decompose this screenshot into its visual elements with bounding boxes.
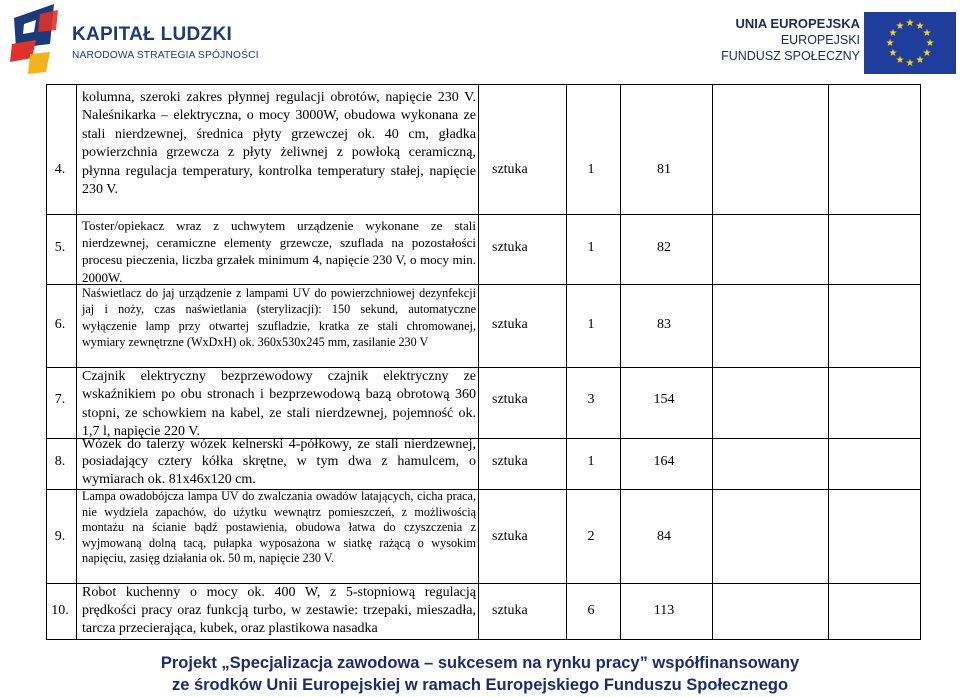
table-divider — [76, 84, 77, 640]
row-number: 5. — [54, 240, 66, 255]
unit-cell: sztuka — [492, 454, 528, 469]
table-divider — [478, 84, 479, 640]
eu-line-2: EUROPEJSKI — [780, 33, 860, 47]
quantity-cell: 3 — [587, 392, 595, 407]
position-cell: 113 — [653, 603, 675, 618]
position-cell: 84 — [657, 529, 671, 544]
position-cell: 83 — [657, 317, 671, 332]
table-divider — [712, 84, 713, 640]
row-number: 6. — [54, 317, 66, 332]
eu-line-3: FUNDUSZ SPOŁECZNY — [721, 49, 860, 63]
svg-text:★: ★ — [915, 21, 925, 32]
quantity-cell: 1 — [587, 317, 595, 332]
quantity-cell: 6 — [587, 603, 595, 618]
position-cell: 164 — [653, 454, 675, 469]
table-divider — [620, 84, 621, 640]
svg-text:★: ★ — [922, 48, 932, 59]
row-number: 8. — [54, 454, 66, 469]
footer-line-2: ze środków Unii Europejskiej w ramach Europejskiego Funduszu Społecznego — [171, 676, 789, 694]
unit-cell: sztuka — [492, 603, 528, 618]
unit-cell: sztuka — [492, 240, 528, 255]
unit-cell: sztuka — [492, 392, 528, 407]
svg-text:★: ★ — [895, 55, 905, 66]
table-border-right — [920, 84, 921, 640]
table-row-divider — [46, 639, 921, 640]
position-cell: 81 — [657, 162, 671, 177]
kapital-ludzki-emblem-icon — [10, 4, 62, 76]
table-divider — [828, 84, 829, 640]
item-description: Wózek do talerzy wózek kelnerski 4-półkowy, ze stali nierdzewnej, posiadający cztery kółka skrętne, w tym dwa z hamulcem, o wymiarach ok. 81x46x120 cm. — [82, 437, 476, 487]
svg-text:★: ★ — [888, 28, 898, 39]
eu-logo — [696, 8, 956, 68]
quantity-cell: 1 — [587, 454, 595, 469]
eu-line-1: UNIA EUROPEJSKA — [735, 16, 860, 31]
row-number: 7. — [54, 392, 66, 407]
logo-subtitle: NARODOWA STRATEGIA SPÓJNOŚCI — [72, 50, 259, 61]
item-description: Naświetlacz do jaj urządzenie z lampami UV do powierzchniowej dezynfekcji jaj i noży, czas naświetlania (sterylizacji): 150 sekund, automatyczne wyłączenie lamp przy otwartej szufladzie, kratka ze stali chromowanej, wymiary zewnętrzne (WxDxH) ok. 360x530x245 mm, zasilanie 230 V — [82, 286, 476, 350]
eu-logo-text — [721, 16, 860, 64]
eu-flag-icon — [864, 12, 956, 74]
table-row-divider — [46, 214, 921, 215]
table-row-divider — [46, 84, 921, 85]
quantity-cell: 1 — [587, 240, 595, 255]
svg-text:★: ★ — [895, 21, 905, 32]
item-description: Lampa owadobójcza lampa UV do zwalczania owadów latających, cicha praca, nie wydziela zapachów, do użytku wewnątrz pomieszczeń, z możliwością montażu na ścianie bądź postawienia, obudowa łatwa do czyszczenia z wyjmowaną dolną tacą, pułapka wyposażona w siatkę rażącą o wysokim napięciu, zasięg działania ok. 50 m, napięcie 230 V. — [82, 489, 476, 566]
svg-text:★: ★ — [925, 38, 935, 49]
footer-line-1: Projekt „Specjalizacja zawodowa – sukcesem na rynku pracy” współfinansowany — [160, 654, 800, 672]
row-number: 4. — [54, 162, 66, 177]
svg-text:★: ★ — [905, 18, 915, 29]
position-cell: 82 — [657, 240, 671, 255]
equipment-table — [46, 84, 960, 640]
unit-cell: sztuka — [492, 162, 528, 177]
unit-cell: sztuka — [492, 317, 528, 332]
position-cell: 154 — [653, 392, 675, 407]
unit-cell: sztuka — [492, 529, 528, 544]
svg-text:★: ★ — [915, 55, 925, 66]
quantity-cell: 2 — [587, 529, 595, 544]
svg-text:★: ★ — [905, 58, 915, 69]
item-description: kolumna, szeroki zakres płynnej regulacji obrotów, napięcie 230 V. Naleśnikarka – elektryczna, o mocy 3000W, obudowa wykonana ze stali nierdzewnej, średnica płyty grzewczej ok. 40 cm, gładka powierzchnia grzewcza z płyty żeliwnej z powłoką ceramiczną, płynna regulacja temperatury, kontrolka temperatury stałej, napięcie 230 V. — [82, 90, 476, 198]
item-description: Toster/opiekacz wraz z uchwytem urządzenie wykonane ze stali nierdzewnej, ceramiczne elementy grzewcze, szuflada na pozostałości procesu pieczenia, liczba grzałek minimum 4, napięcie 230 V, o mocy min. 2000W. — [82, 218, 476, 285]
row-number: 10. — [51, 603, 69, 618]
item-description: Robot kuchenny o mocy ok. 400 W, z 5-stopniową regulacją prędkości pracy oraz funkcją turbo, w zestawie: trzepaki, mieszadła, tarcza przecierająca, kubek, oraz plastikowa nasadka — [82, 585, 476, 636]
logo-title: KAPITAŁ LUDZKI — [72, 24, 233, 45]
svg-text:★: ★ — [888, 48, 898, 59]
project-footer — [0, 652, 960, 696]
row-number: 9. — [54, 529, 66, 544]
table-divider — [566, 84, 567, 640]
quantity-cell: 1 — [587, 162, 595, 177]
item-description: Czajnik elektryczny bezprzewodowy czajnik elektryczny ze wskaźnikiem po obu stronach i bezprzewodową bazą obrotową 360 stopni, ze schowkiem na kabel, ze stali nierdzewnej, pojemność ok. 1,7 l, napięcie 220 V. — [82, 369, 476, 440]
kapital-ludzki-logo — [8, 4, 268, 76]
svg-text:★: ★ — [885, 38, 895, 49]
svg-text:★: ★ — [922, 28, 932, 39]
